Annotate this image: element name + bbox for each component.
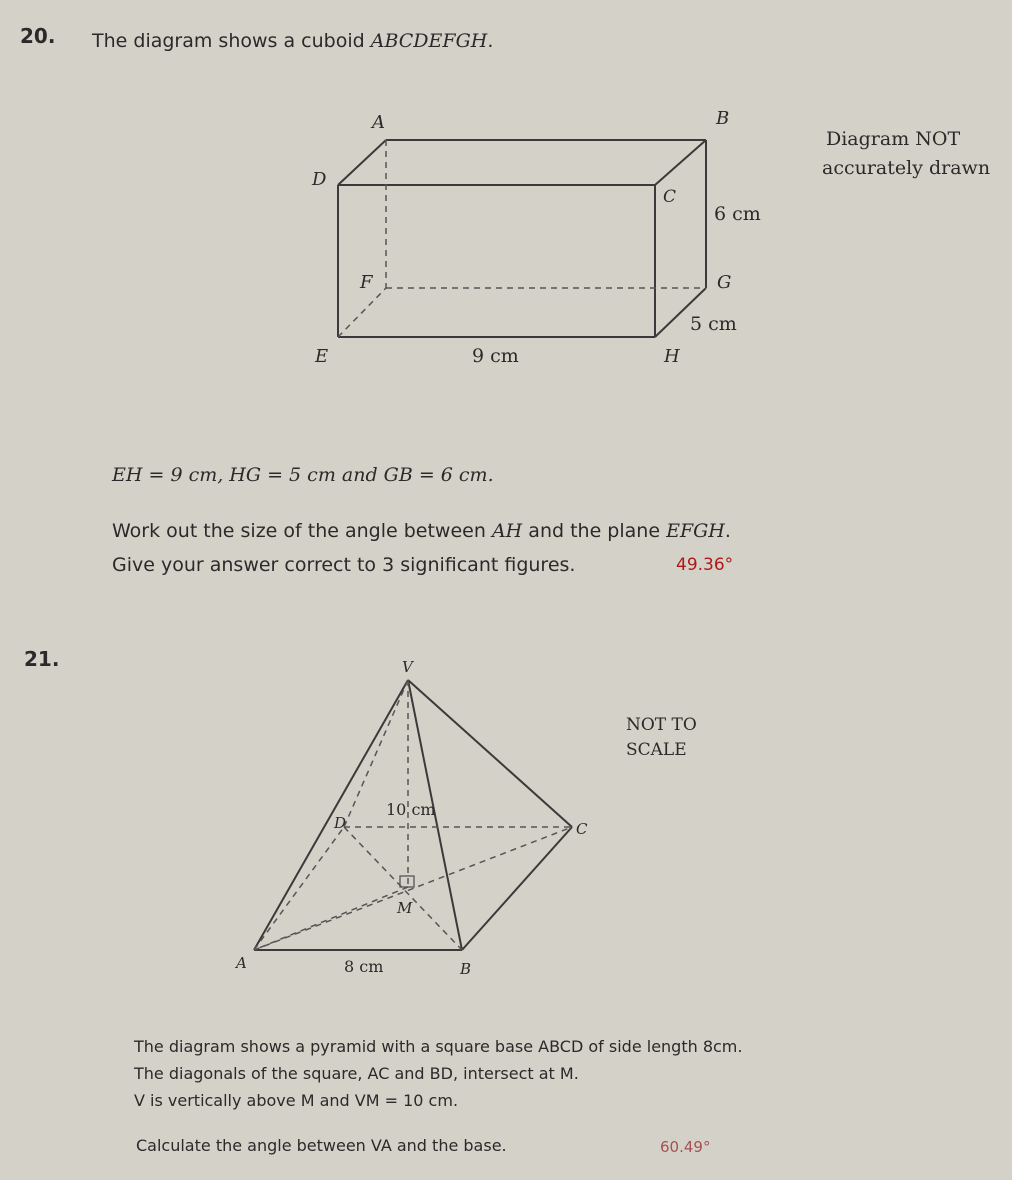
q20-cuboid-name: ABCDEFGH (370, 30, 488, 52)
q20-question-line: AH (491, 520, 523, 542)
q20-intro-end: . (487, 30, 494, 52)
q21-label-d: D (334, 814, 347, 832)
q20-label-e: E (315, 346, 329, 367)
q21-label-b: B (460, 960, 472, 978)
q20-question (112, 520, 731, 542)
q20-instruction: Give your answer correct to 3 significant figures. (112, 554, 576, 576)
q20-label-a: A (372, 112, 385, 133)
q20-note-line1: Diagram NOT (826, 128, 961, 150)
q21-line1: The diagram shows a pyramid with a square base ABCD of side length 8cm. (134, 1037, 743, 1056)
q20-dim-height: 6 cm (714, 203, 761, 225)
q21-answer: 60.49° (660, 1138, 711, 1156)
q20-question-pre: Work out the size of the angle between (112, 520, 486, 542)
q20-label-d: D (312, 169, 327, 190)
q20-label-f: F (360, 272, 373, 293)
q20-dim-depth: 5 cm (690, 313, 737, 335)
q20-note-line2: accurately drawn (822, 157, 991, 179)
q21-label-c: C (576, 820, 588, 838)
q21-label-m: M (397, 899, 413, 917)
q21-label-v: V (402, 658, 413, 676)
q20-label-h: H (664, 346, 680, 367)
q20-question-plane: EFGH (666, 520, 725, 542)
q20-label-c: C (663, 187, 677, 207)
q20-dim-width: 9 cm (472, 345, 519, 367)
q21-number: 21. (24, 647, 60, 671)
q21-note-line2: SCALE (626, 740, 687, 760)
q21-dim-base: 8 cm (344, 957, 384, 976)
q21-line3: V is vertically above M and VM = 10 cm. (134, 1091, 459, 1110)
q20-given: EH = 9 cm, HG = 5 cm and GB = 6 cm. (112, 464, 494, 486)
q20-label-b: B (716, 108, 730, 129)
q20-question-mid: and the plane (528, 520, 661, 542)
q20-answer: 49.36° (676, 555, 734, 575)
q20-intro-text: The diagram shows a cuboid (92, 30, 365, 52)
q21-line2: The diagonals of the square, AC and BD, intersect at M. (134, 1064, 579, 1083)
q21-dim-height: 10 cm (386, 800, 436, 819)
q21-note-line1: NOT TO (626, 715, 697, 735)
q21-right-angle-mark (400, 876, 414, 887)
q20-number: 20. (20, 24, 56, 48)
q21-question: Calculate the angle between VA and the base. (136, 1136, 507, 1155)
q20-question-end: . (724, 520, 731, 542)
q21-label-a: A (236, 954, 247, 972)
q20-label-g: G (717, 272, 732, 293)
